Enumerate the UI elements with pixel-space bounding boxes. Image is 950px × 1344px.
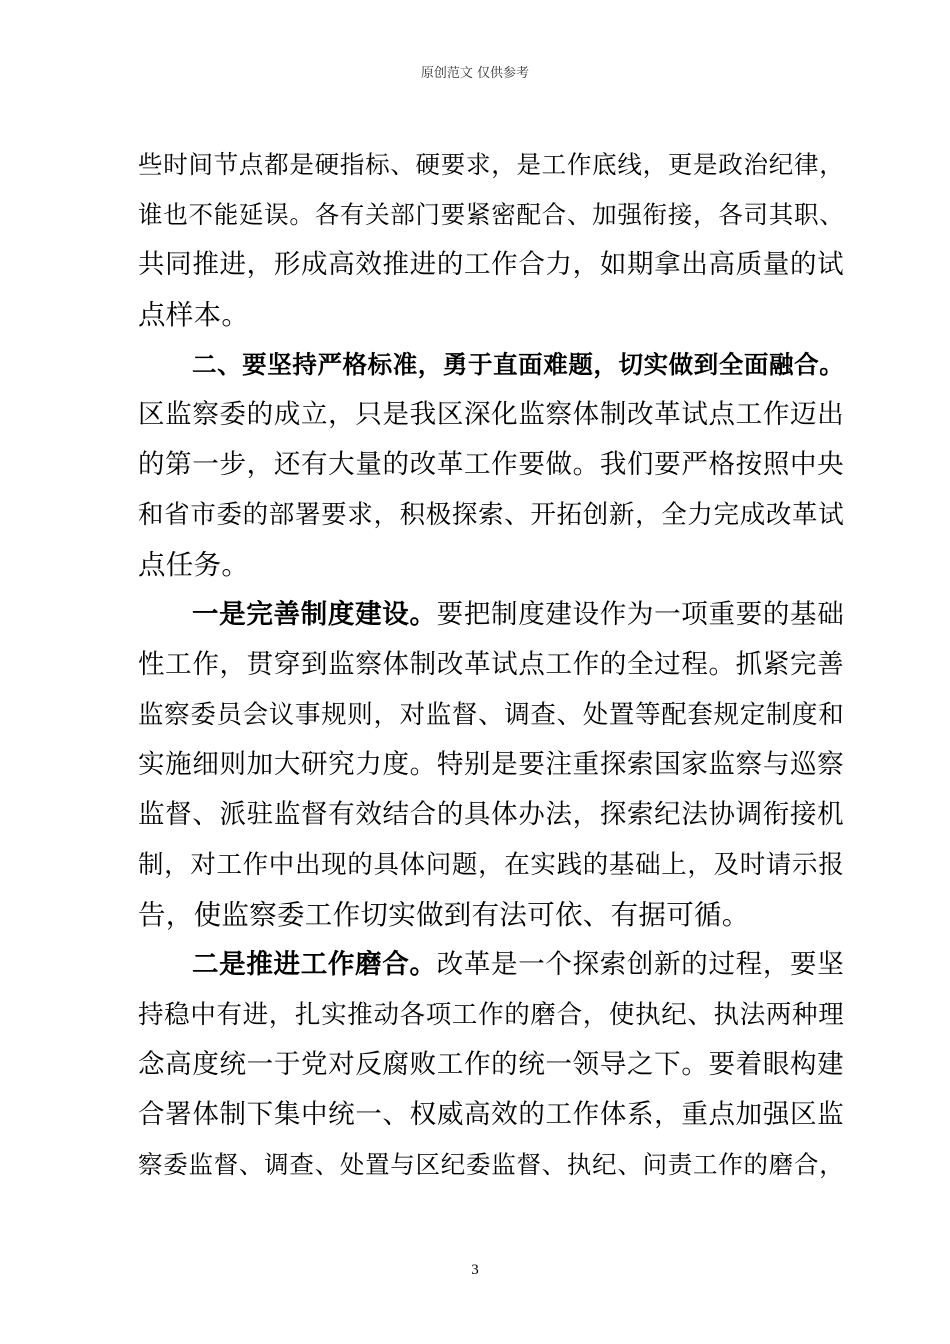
- text-line: 和省市委的部署要求，积极探索、开拓创新，全力完成改革试: [138, 500, 844, 530]
- text-line: 性工作，贯穿到监察体制改革试点工作的全过程。抓紧完善: [138, 649, 844, 680]
- text-line: 二是推进工作磨合。改革是一个探索创新的过程，要坚: [192, 949, 845, 980]
- text-line: 些时间节点都是硬指标、硬要求，是工作底线，更是政治纪律，: [138, 150, 844, 179]
- text-line: 念高度统一于党对反腐败工作的统一领导之下。要着眼构建: [138, 1049, 844, 1080]
- page-number: 3: [471, 1262, 479, 1278]
- text-line: 谁也不能延误。各有关部门要紧密配合、加强衔接，各司其职、: [138, 200, 844, 229]
- text-line: 点任务。: [138, 549, 250, 581]
- body-text: [138, 140, 844, 1190]
- text-line: 实施细则加大研究力度。特别是要注重探索国家监察与巡察: [138, 749, 844, 780]
- text-line: 持稳中有进，扎实推动各项工作的磨合，使执纪、执法两种理: [138, 1000, 844, 1030]
- text-line: 监察委员会议事规则，对监督、调查、处置等配套规定制度和: [138, 700, 844, 730]
- text-line: 一是完善制度建设。要把制度建设作为一项重要的基础: [192, 599, 845, 630]
- subheading: 二是推进工作磨合。: [192, 949, 437, 980]
- section-heading: 二、要坚持严格标准，勇于直面难题，切实做到全面融合。: [192, 350, 844, 379]
- text-line: 共同推进，形成高效推进的工作合力，如期拿出高质量的试: [138, 249, 844, 280]
- text-line: 区监察委的成立，只是我区深化监察体制改革试点工作迈出: [138, 399, 844, 430]
- text-line: 的第一步，还有大量的改革工作要做。我们要严格按照中央: [138, 449, 844, 480]
- text-line: 制，对工作中出现的具体问题，在实践的基础上，及时请示报: [138, 850, 844, 880]
- text-line: 察委监督、调查、处置与区纪委监督、执纪、问责工作的磨合，: [138, 1150, 844, 1179]
- text-line: 告，使监察委工作切实做到有法可依、有据可循。: [138, 899, 750, 931]
- text-line: 点样本。: [138, 299, 250, 331]
- text-line: 监督、派驻监督有效结合的具体办法，探索纪法协调衔接机: [138, 799, 844, 830]
- subheading: 一是完善制度建设。: [192, 599, 437, 630]
- page-header: 原创范文 仅供参考: [420, 66, 530, 81]
- text-line: 合署体制下集中统一、权威高效的工作体系，重点加强区监: [138, 1099, 844, 1130]
